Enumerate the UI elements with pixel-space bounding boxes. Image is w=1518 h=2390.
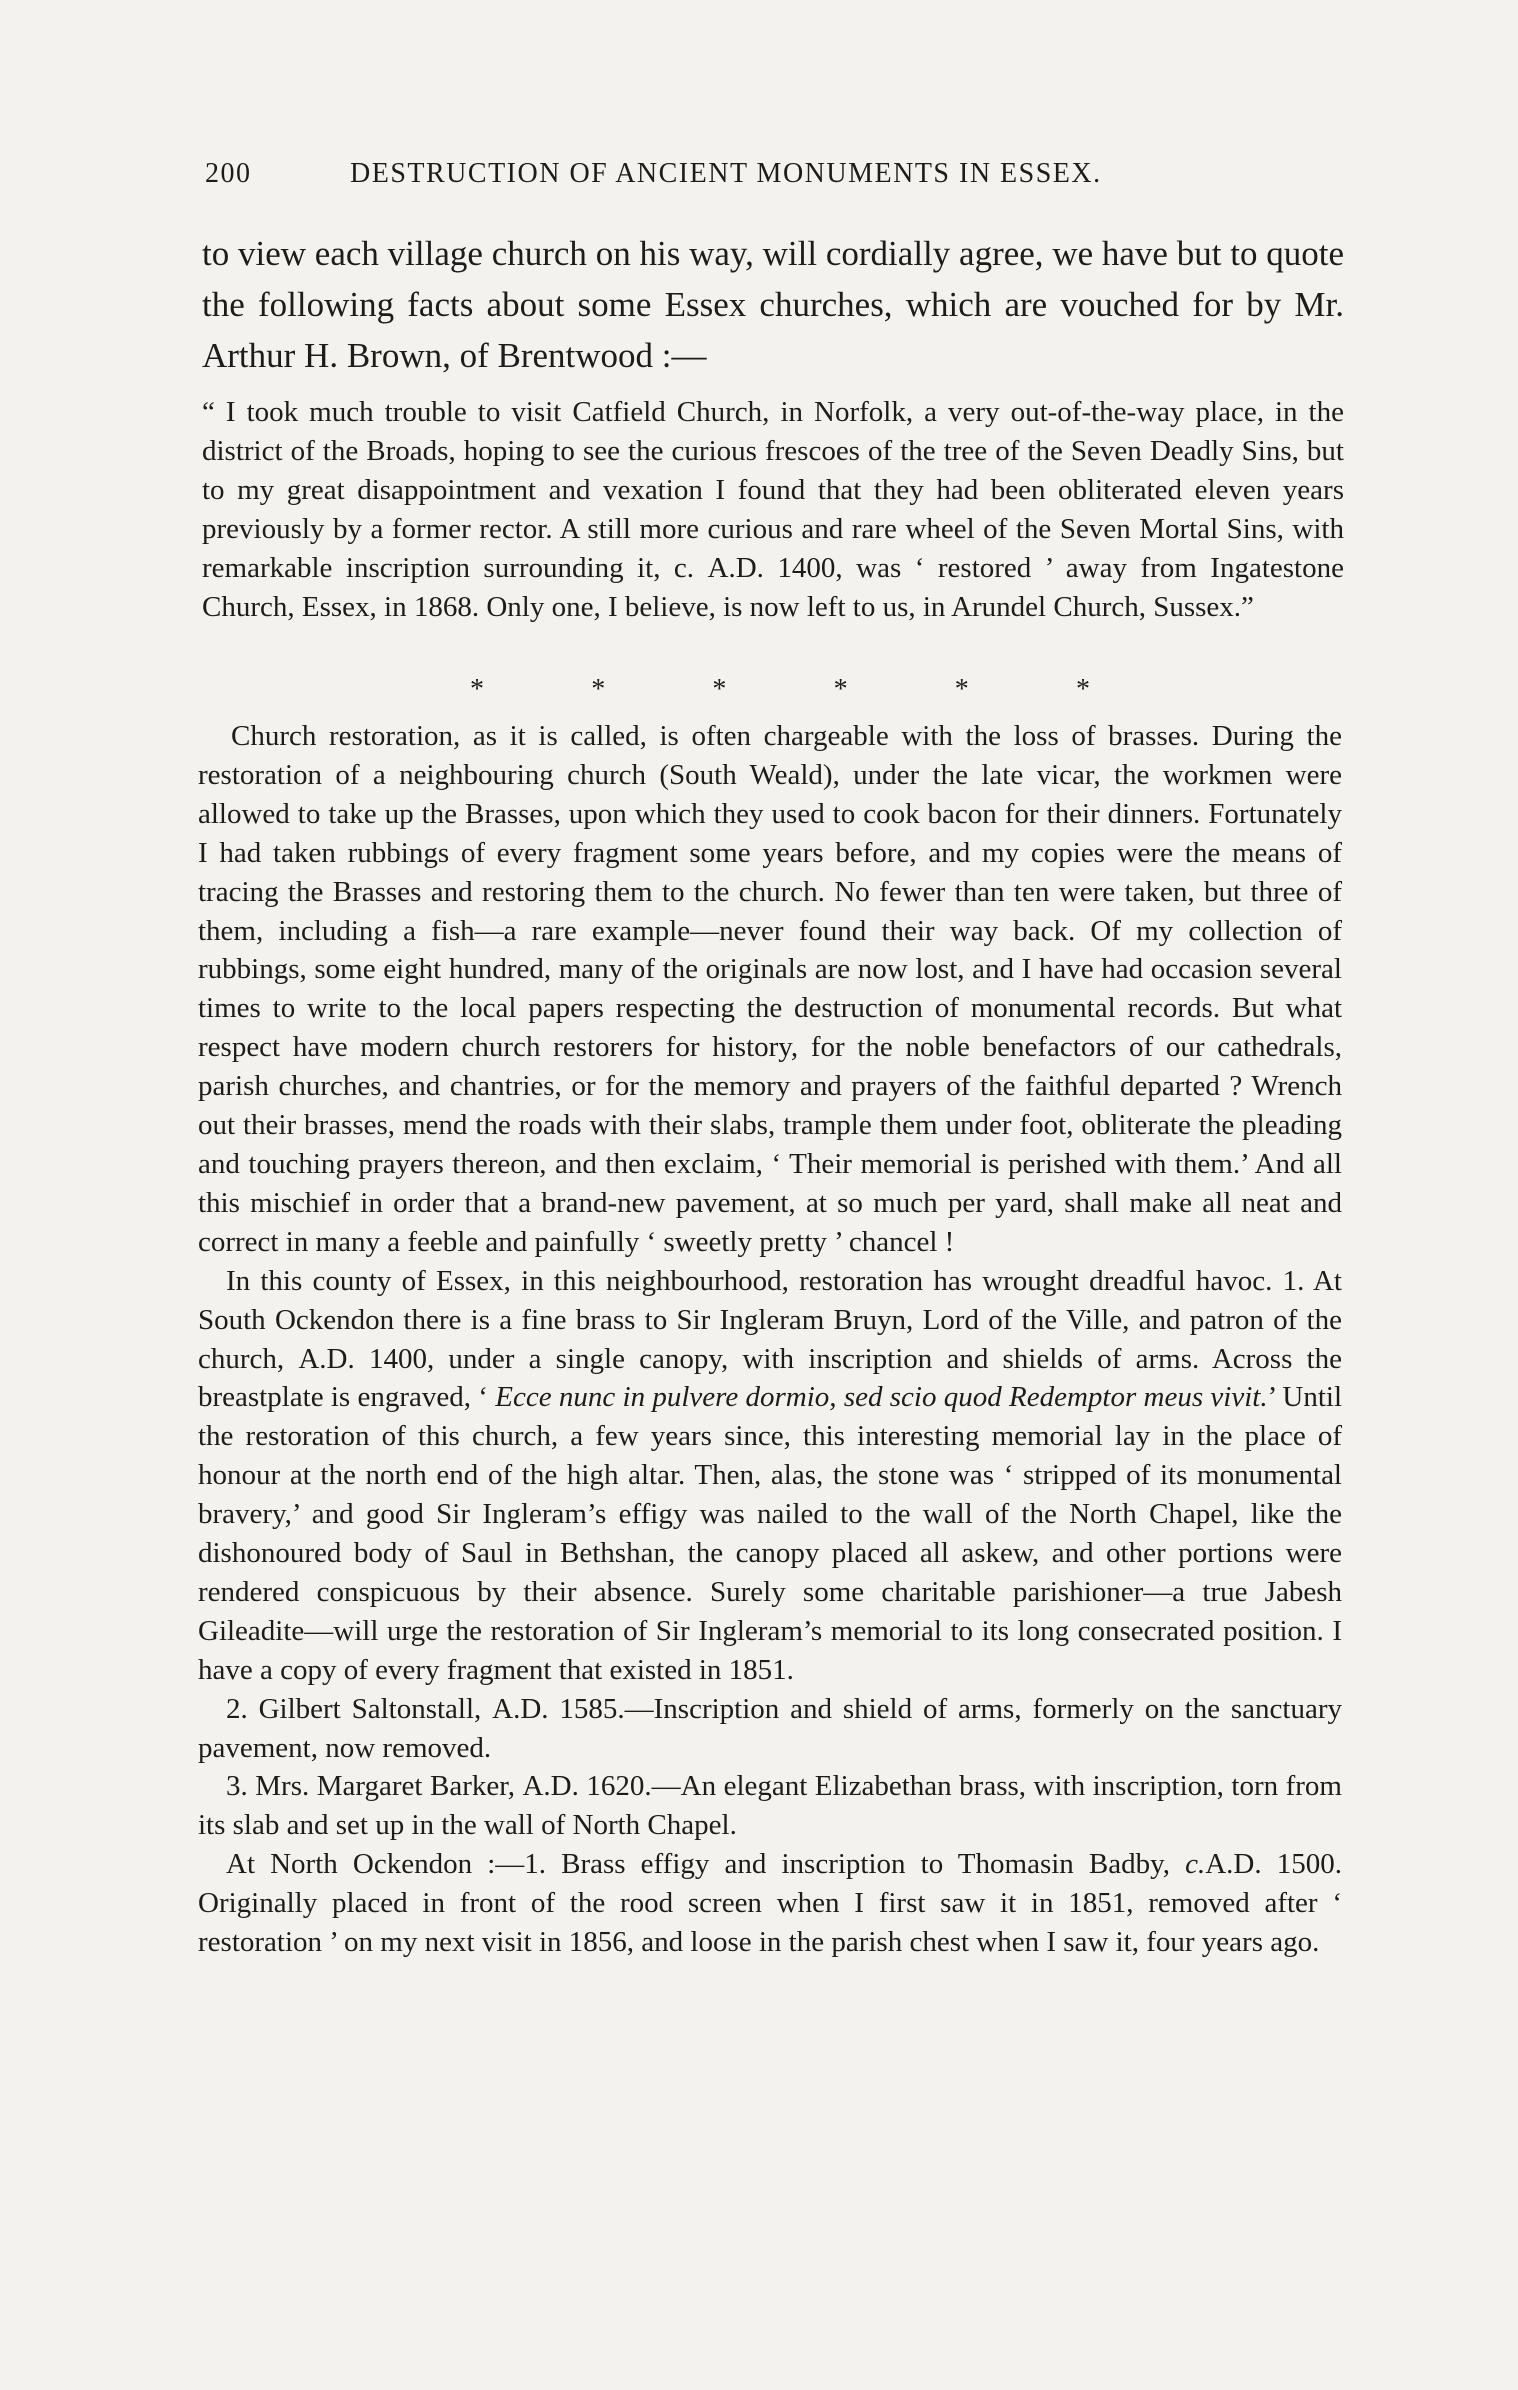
text-run: In this county of Essex, in this neighbourhood, restoration has wrought dreadful havoc. (226, 1264, 1283, 1297)
text-run: Brass effigy and inscription to Thomasin Badby, (546, 1848, 1186, 1881)
paragraph-north-ockendon (198, 1845, 1342, 1962)
text-run: 2. Gilbert Saltonstall, (226, 1692, 493, 1725)
latin-inscription: Ecce nunc in pulvere dormio, sed scio quod Redemptor meus vivit. (495, 1381, 1268, 1414)
paragraph-restoration: Church restoration, as it is called, is often chargeable with the loss of brasses. During the restoration of a neighbouring church (South Weald), under the late vicar, the workmen were allowed to take up the Brasses, upon which they used to cook bacon for their dinners. Fortunately I had taken rubbings of every fragment some years before, and my copies were the means of tracing the Brasses and restoring them to the church. No fewer than ten were taken, but three of them, including a fish—a rare example—never found their way back. Of my collection of rubbings, some eight hundred, many of the originals are now lost, and I have had occasion several times to write to the local papers respecting the destruction of monumental records. But what respect have modern church restorers for history, for the noble benefactors of our cathedrals, parish churches, and chantries, or for the memory and prayers of the faithful departed ? Wrench out their brasses, mend the roads with their slabs, trample them under foot, obliterate the pleading and touching prayers thereon, and then exclaim, ‘ Their memorial is perished with them.’ And all this mischief in order that a brand-new pavement, at so much per yard, shall make all neat and correct in many a feeble and painfully ‘ sweetly pretty ’ chancel ! (198, 720, 1342, 1258)
separator-star: * (833, 674, 848, 705)
text-run: 1500. Originally placed in front of the rood screen when I first saw it in 1851, removed after ‘ restoration ’ on my next visit in 1856, and loose in the parish chest when I saw it, four years ago. (198, 1848, 1342, 1959)
body-text (198, 717, 1342, 1962)
text-run: ’ Until the restoration of this church, a few years since, this interesting memorial lay in the place of honour at the north end of the high altar. Then, alas, the stone was ‘ stripped of its monumental bravery,’ and good Sir Ingleram’s effigy was nailed to the wall of the North Chapel, like the dishonoured body of Saul in Bethshan, the canopy placed all askew, and other portions were rendered conspicuous by their absence. Surely some charitable parishioner—a true Jabesh Gileadite—will urge the restoration of Sir Ingleram’s memorial to its long consecrated position. I have a copy of every fragment that existed in 1851. (198, 1381, 1343, 1686)
quote-text-2: 1400, was ‘ restored ’ away from Ingatestone Church, Essex, in 1868. Only one, I believe, is now left to us, in Arundel Church, Sussex.” (202, 552, 1344, 623)
page-number: 200 (205, 158, 252, 189)
paragraph-saltonstall (198, 1690, 1342, 1768)
item-number: 1. (1282, 1264, 1305, 1297)
text-run: At South Ockendon there is a fine brass to Sir Ingleram Bruyn, Lord of the Ville, and patron of the church, (198, 1264, 1342, 1375)
item-number: 1. (524, 1848, 546, 1881)
text-ad: A.D. (492, 1692, 549, 1725)
intro-paragraph: to view each village church on his way, will cordially agree, we have but to quote the following facts about some Essex churches, which are vouched for by Mr. Arthur H. Brown, of Brentwood :— (202, 234, 1344, 375)
paragraph-south-ockendon (198, 1262, 1342, 1690)
text-ad: A.D. (522, 1770, 579, 1803)
text-run: 1620.—An elegant Elizabethan brass, with inscription, torn from its slab and set up in the wall of North Chapel. (198, 1770, 1342, 1842)
block-quote (202, 393, 1344, 627)
running-title: DESTRUCTION OF ANCIENT MONUMENTS IN ESSEX. (350, 158, 1102, 189)
circa-abbrev: c. (1185, 1848, 1206, 1881)
quote-text-1: “ I took much trouble to visit Catfield Church, in Norfolk, a very out-of-the-way place, in the district of the Broads, hoping to see the curious frescoes of the tree of the Seven Deadly Sins, but to my great disappointment and vexation I found that they had been obliterated eleven years previously by a former rector. A still more curious and rare wheel of the Seven Mortal Sins, with remarkable inscription surrounding it, c. (202, 396, 1344, 584)
quote-ad: A.D. (707, 552, 764, 584)
separator-star: * (1075, 674, 1090, 705)
section-separator (470, 674, 1090, 706)
text-ad: A.D. (1205, 1848, 1262, 1881)
text-ad: A.D. (298, 1342, 355, 1375)
separator-star: * (591, 674, 606, 705)
text-run: 1585.—Inscription and shield of arms, formerly on the sanctuary pavement, now removed. (198, 1692, 1342, 1764)
page-header (205, 158, 1205, 198)
text-run: At North Ockendon :— (226, 1848, 525, 1881)
separator-star: * (712, 674, 727, 705)
paragraph-barker (198, 1767, 1342, 1845)
text-run: 3. Mrs. Margaret Barker, (226, 1770, 523, 1803)
text-run: 1400, under a single canopy, with inscription and shields of arms. Across the breastplate is engraved, ‘ (198, 1342, 1342, 1414)
separator-star: * (470, 674, 484, 705)
separator-star: * (954, 674, 969, 705)
